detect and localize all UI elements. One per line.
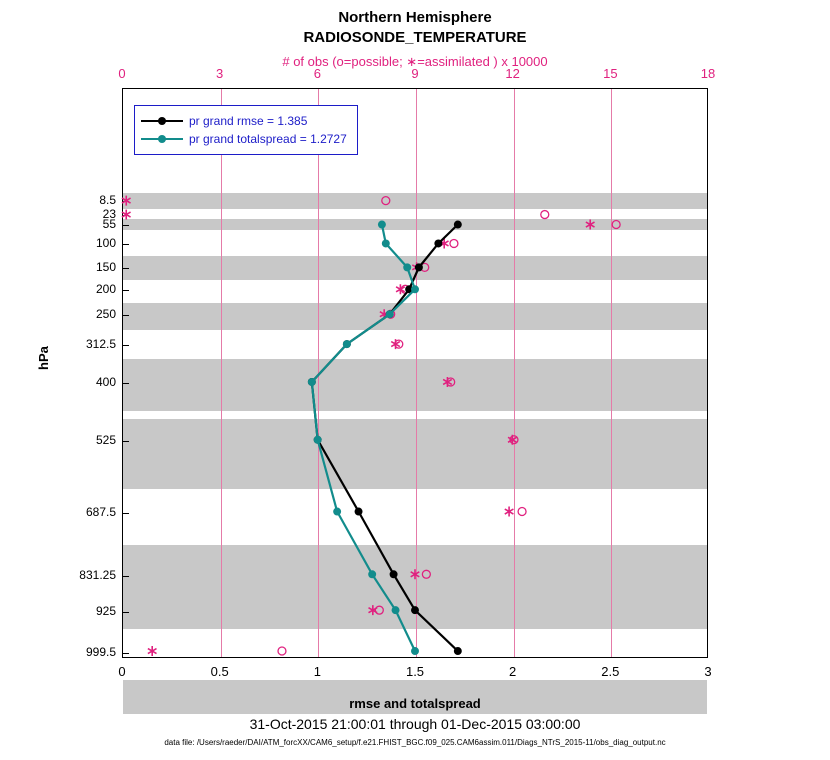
x-tick-label-top: 18 [700, 66, 716, 81]
y-tick-label: 150 [95, 260, 116, 274]
data-layer [123, 89, 707, 657]
x-tick-label-top: 15 [603, 66, 618, 81]
y-tick-label: 8.5 [99, 193, 116, 207]
x-tick-label-bottom: 1.5 [405, 664, 425, 679]
series-point [415, 263, 423, 271]
x-tick-label-top: 6 [313, 66, 321, 81]
y-tick-label: 400 [95, 375, 116, 389]
legend-item-totalspread [141, 130, 347, 148]
series-point [403, 263, 411, 271]
x-tick-label-top: 9 [411, 66, 419, 81]
obs-assimilated-marker [505, 507, 514, 517]
series-point [390, 570, 398, 578]
plot-area [122, 88, 708, 658]
obs-possible-marker [541, 211, 549, 219]
legend [134, 105, 358, 155]
obs-possible-marker [422, 570, 430, 578]
x-tick-label-bottom: 3 [704, 664, 712, 679]
x-tick-label-bottom: 1 [313, 664, 321, 679]
x-tick-label-top: 3 [216, 66, 224, 81]
y-tick-label: 999.5 [85, 645, 116, 659]
obs-assimilated-marker [122, 210, 131, 220]
obs-possible-marker [612, 221, 620, 229]
chart-title [0, 8, 830, 48]
y-tick-label: 23 [102, 207, 116, 221]
series-point [434, 239, 442, 247]
series-point [368, 570, 376, 578]
x-tick-label-bottom: 2 [509, 664, 517, 679]
y-tick-label: 312.5 [85, 337, 116, 351]
y-tick-label: 55 [102, 217, 116, 231]
obs-assimilated-marker [148, 646, 157, 656]
y-tick-label: 525 [95, 433, 116, 447]
obs-assimilated-marker [122, 196, 131, 206]
series-point [392, 606, 400, 614]
title-line-2: RADIOSONDE_TEMPERATURE [303, 29, 527, 46]
y-tick-label: 200 [95, 282, 116, 296]
obs-possible-marker [518, 508, 526, 516]
series-point [308, 378, 316, 386]
legend-label-rmse: pr grand rmse = 1.385 [189, 114, 308, 128]
y-tick-label: 687.5 [85, 505, 116, 519]
obs-assimilated-marker [411, 569, 420, 579]
x-tick-label-top: 0 [118, 66, 126, 81]
series-point [382, 239, 390, 247]
series-point [378, 221, 386, 229]
obs-possible-marker [278, 647, 286, 655]
obs-assimilated-marker [586, 220, 595, 230]
x-tick-label-bottom: 0 [118, 664, 126, 679]
series-point [343, 340, 351, 348]
y-tick-label: 925 [95, 604, 116, 618]
legend-label-totalspread: pr grand totalspread = 1.2727 [189, 132, 347, 146]
series-point [454, 647, 462, 655]
series-line [312, 225, 458, 651]
y-tick-label: 831.25 [79, 568, 116, 582]
y-tick-label: 100 [95, 236, 116, 250]
x-tick-label-bottom: 2.5 [601, 664, 620, 679]
x-axis-label: rmse and totalspread [349, 696, 481, 711]
title-line-1: Northern Hemisphere [338, 9, 492, 26]
legend-item-rmse [141, 112, 347, 130]
top-axis-label: # of obs (o=possible; ∗=assimilated ) x 10000 [282, 54, 548, 69]
legend-swatch-rmse [141, 114, 183, 128]
series-point [411, 606, 419, 614]
series-point [454, 221, 462, 229]
series-point [386, 310, 394, 318]
y-tick-label: 250 [95, 307, 116, 321]
y-axis-label: hPa [36, 346, 51, 370]
obs-possible-marker [450, 239, 458, 247]
x-tick-label-top: 12 [505, 66, 520, 81]
date-range: 31-Oct-2015 21:00:01 through 01-Dec-2015 03:00:00 [249, 716, 581, 732]
obs-possible-marker [382, 197, 390, 205]
series-point [355, 508, 363, 516]
series-point [314, 436, 322, 444]
series-point [411, 647, 419, 655]
series-point [333, 508, 341, 516]
x-tick-label-bottom: 0.5 [210, 664, 229, 679]
legend-swatch-totalspread [141, 132, 183, 146]
series-point [411, 285, 419, 293]
data-file-path: data file: /Users/raeder/DAI/ATM_forcXX/CAM6_setup/f.e21.FHIST_BGC.f09_025.CAM6assim.011/Diags_NTrS_2015-11/obs_diag_output.nc [164, 738, 666, 747]
